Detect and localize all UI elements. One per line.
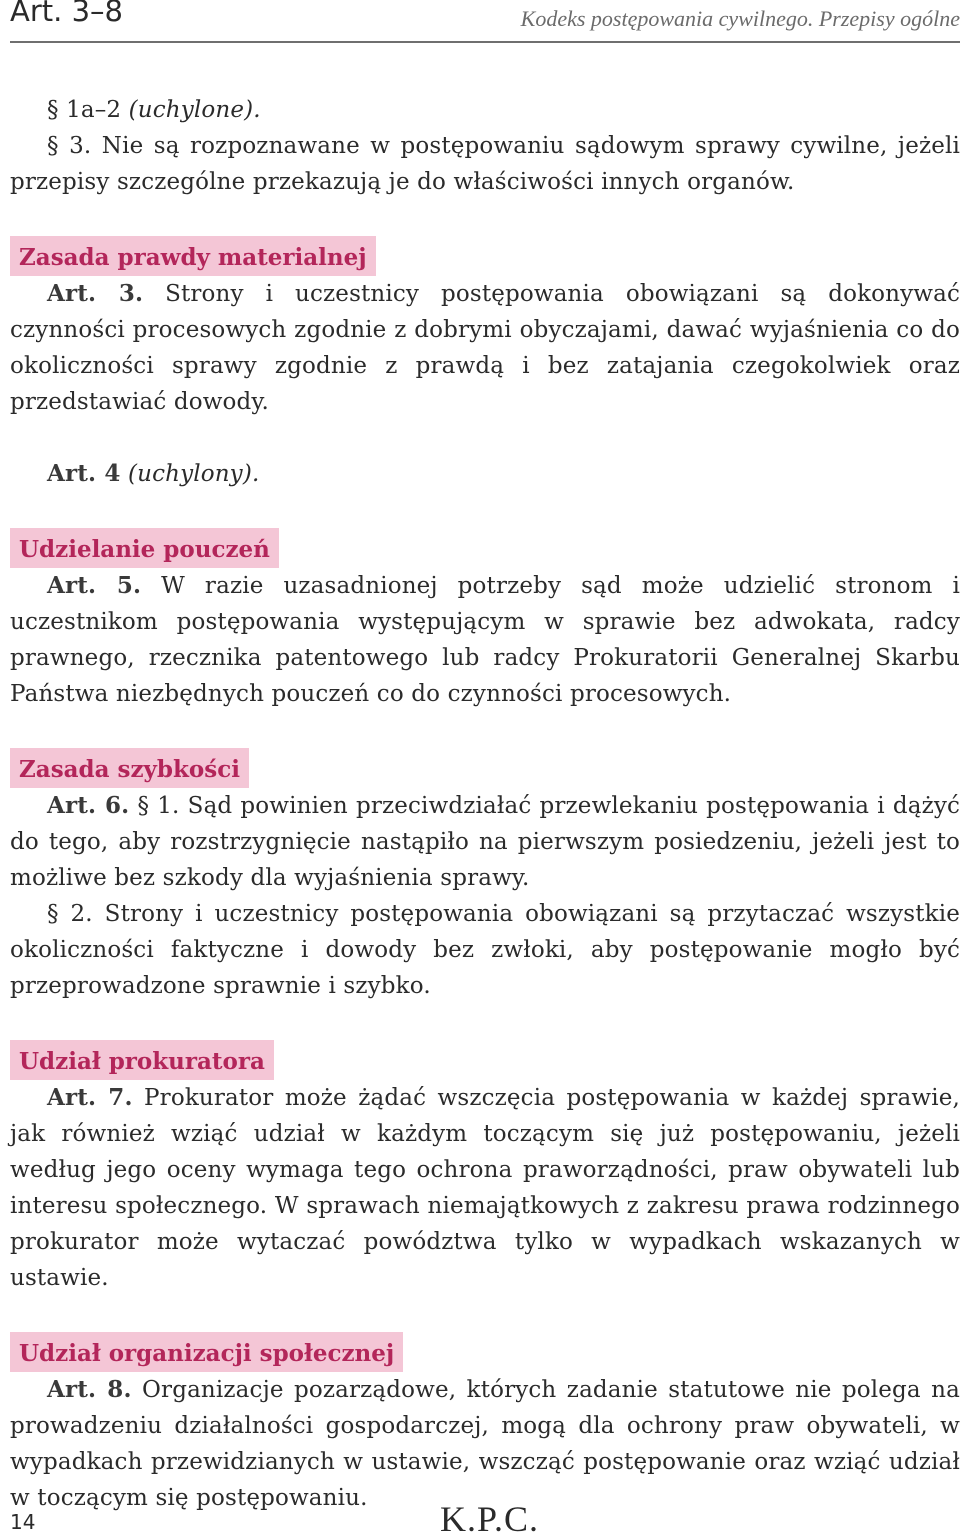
article-6-par-2: § 2. Strony i uczestnicy postępowania obowiązani są przytaczać wszystkie okoliczności faktyczne i dowody bez zwłoki, aby postępowanie mogło być przeprowadzone sprawnie i szybko. <box>10 901 960 999</box>
section-mark: § 1. <box>137 793 180 819</box>
repealed-note: (uchylone). <box>128 97 261 123</box>
article-label: Art. 4 <box>47 460 121 487</box>
section-mark: § 1a–2 <box>47 97 122 123</box>
article-7: Art. 7. Prokurator może żądać wszczęcia postępowania w każdej sprawie, jak również wziąć udział w każdym toczącym się już postępowaniu, jeżeli według jego oceny wymaga tego ochrona praworządności, praw obywateli lub interesu społecznego. W sprawach niemajątkowych z zakresu prawa rodzinnego prokurator może wytaczać powództwa tylko w wypadkach wskazanych w ustawie. <box>10 1084 960 1291</box>
page-body <box>10 92 960 1516</box>
article-6-par-1: Art. 6. § 1. Sąd powinien przeciwdziałać przewlekaniu postępowania i dążyć do tego, aby rozstrzygnięcie nastąpiło na pierwszym posiedzeniu, jeżeli jest to możliwe bez szkody dla wyjaśnienia sprawy. <box>10 792 960 891</box>
article-4: Art. 4 (uchylony). <box>47 460 260 487</box>
section-mark: § 2. <box>47 901 93 927</box>
page-number: 14 <box>10 1510 36 1534</box>
section-mark: § 3. <box>47 133 92 159</box>
heading-udzial-prokuratora: Udział prokuratora <box>10 1040 274 1080</box>
article-label: Art. 3. <box>47 280 144 307</box>
heading-zasada-prawdy: Zasada prawdy materialnej <box>10 236 376 276</box>
code-abbreviation: K.P.C. <box>440 1499 540 1539</box>
header-article-range: Art. 3–8 <box>10 0 123 28</box>
article-label: Art. 7. <box>47 1084 133 1111</box>
paragraph-3: § 3. Nie są rozpoznawane w postępowaniu sądowym sprawy cywilne, jeżeli przepisy szczególne przekazują je do właściwości innych organów. <box>10 133 960 195</box>
heading-udzial-organizacji: Udział organizacji społecznej <box>10 1332 403 1372</box>
running-header <box>10 0 960 43</box>
article-5: Art. 5. W razie uzasadnionej potrzeby sąd może udzielić stronom i uczestnikom postępowania występującym w sprawie bez adwokata, radcy prawnego, rzecznika patentowego lub radcy Prokuratorii Generalnej Skarbu Państwa niezbędnych pouczeń co do czynności procesowych. <box>10 572 960 707</box>
article-label: Art. 5. <box>47 572 142 599</box>
header-book-title: Kodeks postępowania cywilnego. Przepisy ogólne <box>520 6 960 31</box>
article-8: Art. 8. Organizacje pozarządowe, których zadanie statutowe nie polega na prowadzeniu działalności gospodarczej, mogą dla ochrony praw obywateli, w wypadkach przewidzianych w ustawie, wszcząć postępowanie oraz wziąć udział w toczącym się postępowaniu. <box>10 1376 960 1511</box>
article-3: Art. 3. Strony i uczestnicy postępowania obowiązani są dokonywać czynności procesowych zgodnie z dobrymi obyczajami, dawać wyjaśnienia co do okoliczności sprawy zgodnie z prawdą i bez zatajania czegokolwiek oraz przedstawiać dowody. <box>10 280 960 415</box>
paragraph-1a-2 <box>10 92 960 128</box>
article-label: Art. 6. <box>47 792 130 819</box>
heading-zasada-szybkosci: Zasada szybkości <box>10 748 249 788</box>
heading-udzielanie-pouczen: Udzielanie pouczeń <box>10 528 279 568</box>
article-label: Art. 8. <box>47 1376 132 1403</box>
